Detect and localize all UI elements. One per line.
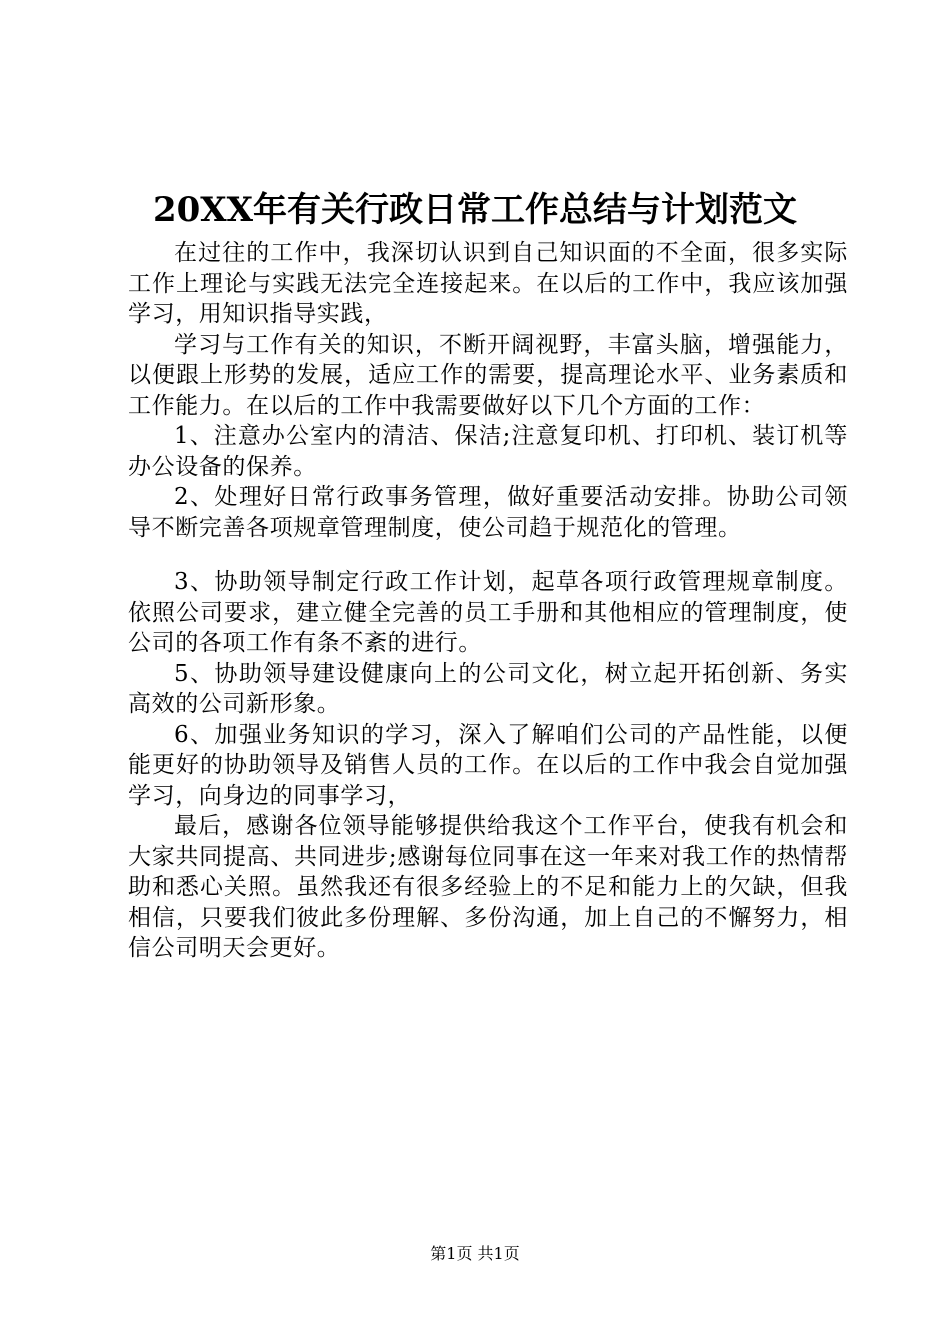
paragraph-item-1: 1、注意办公室内的清洁、保洁;注意复印机、打印机、装订机等办公设备的保养。 [128,423,848,480]
paragraph-closing: 最后，感谢各位领导能够提供给我这个工作平台，使我有机会和大家共同提高、共同进步;感谢每位同事在这一年来对我工作的热情帮助和悉心关照。虽然我还有很多经验上的不足和能力上的欠缺，但我相信，只要我们彼此多份理解、多份沟通，加上自己的不懈努力，相信公司明天会更好。 [128,813,848,961]
paragraph-item-5: 5、协助领导建设健康向上的公司文化，树立起开拓创新、务实高效的公司新形象。 [128,660,848,717]
document-title: 20XX年有关行政日常工作总结与计划范文 [152,190,798,230]
paragraph-item-3: 3、协助领导制定行政工作计划，起草各项行政管理规章制度。依照公司要求，建立健全完善的员工手册和其他相应的管理制度，使公司的各项工作有条不紊的进行。 [128,569,848,656]
paragraph-item-6: 6、加强业务知识的学习，深入了解咱们公司的产品性能，以便能更好的协助领导及销售人员的工作。在以后的工作中我会自觉加强学习，向身边的同事学习， [128,721,848,809]
page-footer: 第1页 共1页 [430,1244,520,1263]
paragraph-intro: 在过往的工作中，我深切认识到自己知识面的不全面，很多实际工作上理论与实践无法完全连接起来。在以后的工作中，我应该加强学习，用知识指导实践， [128,240,848,327]
paragraph-item-2: 2、处理好日常行政事务管理，做好重要活动安排。协助公司领导不断完善各项规章管理制度，使公司趋于规范化的管理。 [128,484,848,541]
document-body [128,238,848,964]
paragraph-learning: 学习与工作有关的知识，不断开阔视野，丰富头脑，增强能力，以便跟上形势的发展，适应工作的需要，提高理论水平、业务素质和工作能力。在以后的工作中我需要做好以下几个方面的工作： [128,331,848,419]
